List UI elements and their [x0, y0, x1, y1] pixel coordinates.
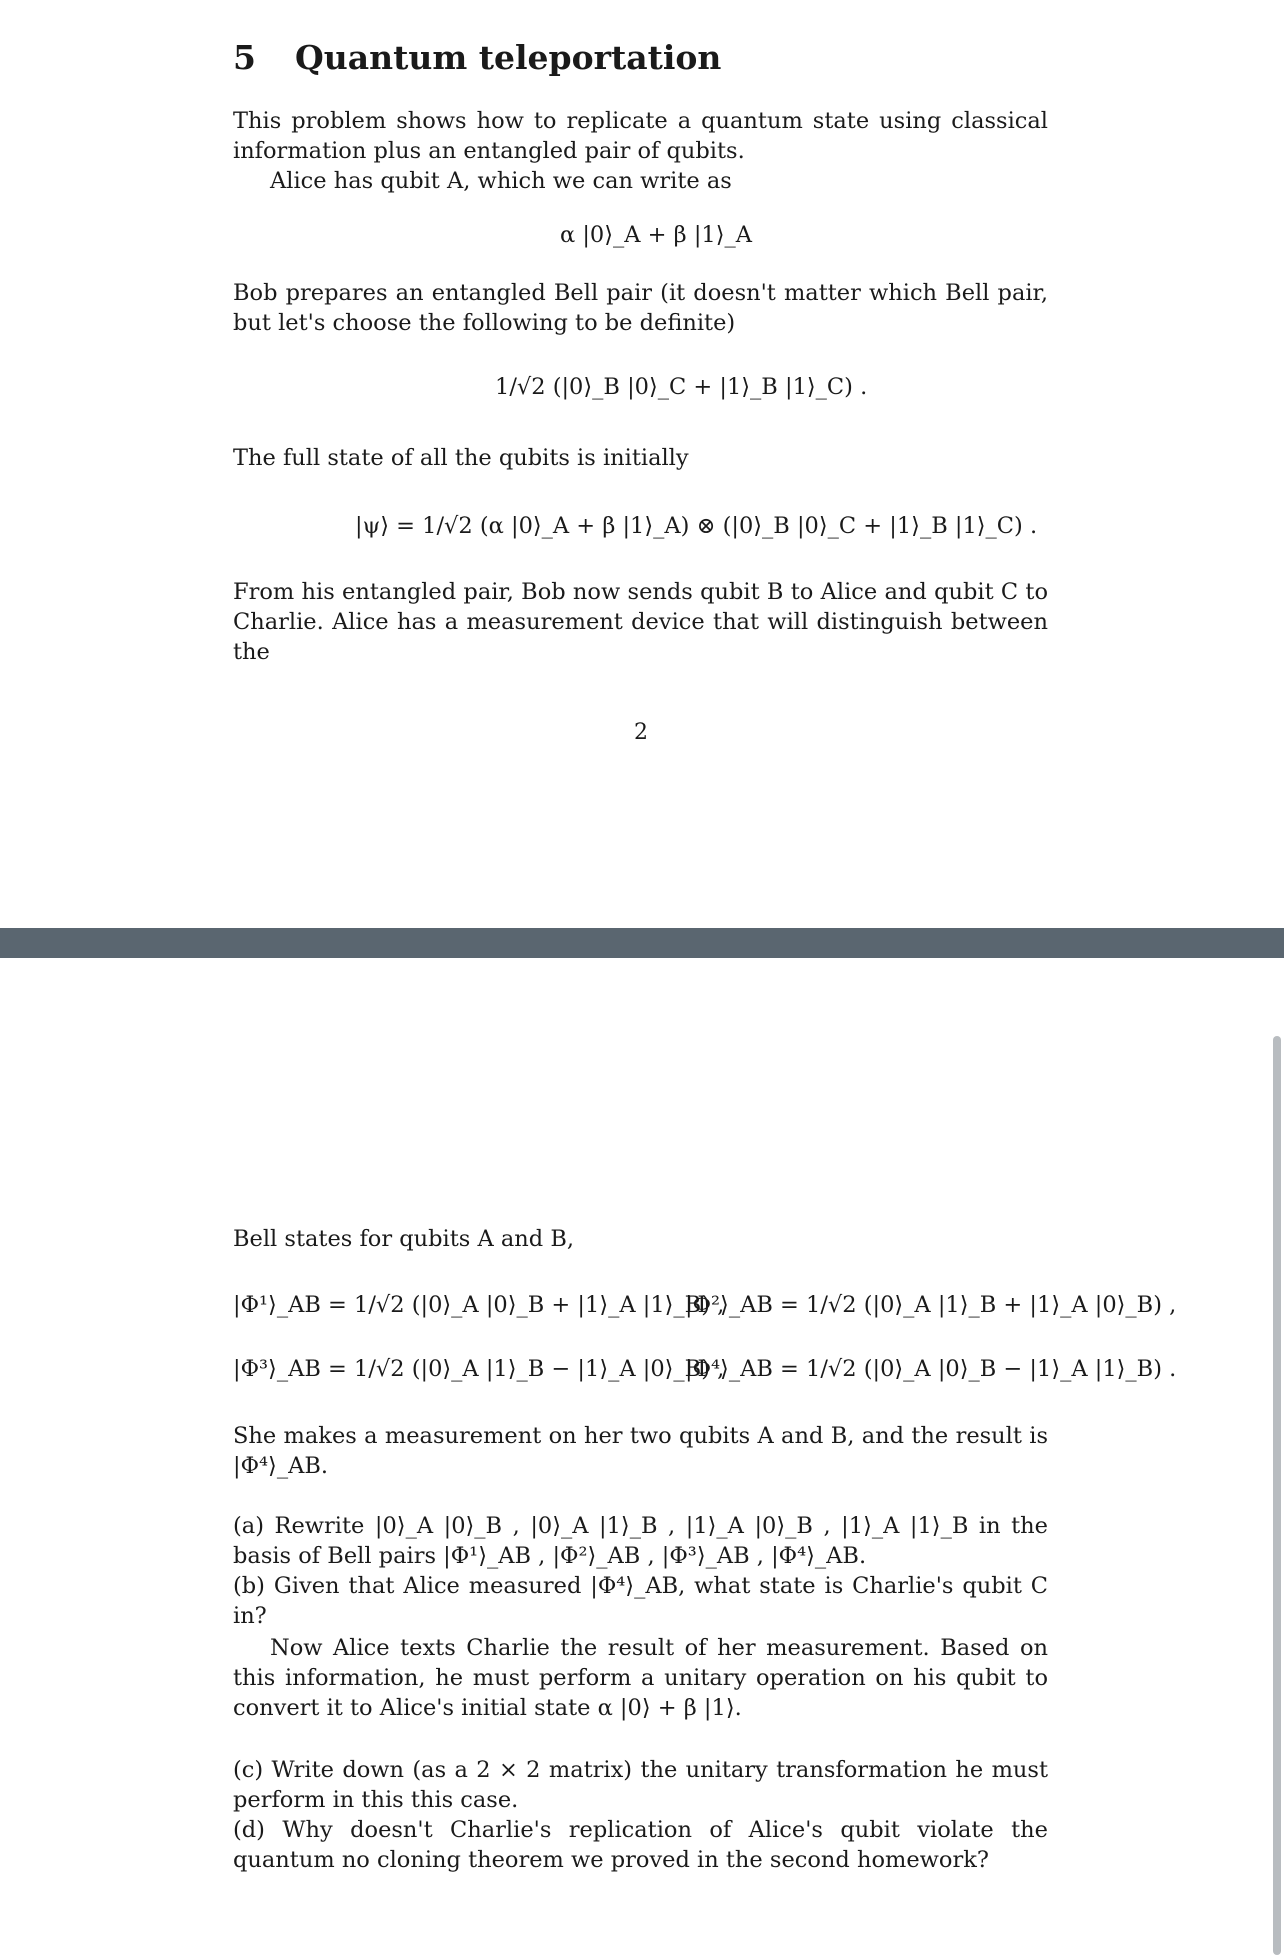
section-heading: [233, 38, 721, 77]
bob-paragraph: Bob prepares an entangled Bell pair (it doesn't matter which Bell pair, but let's choose the following to be definite): [233, 280, 1048, 336]
bell-intro-block: [233, 1224, 1048, 1254]
measurement-paragraph: She makes a measurement on her two qubits A and B, and the result is |Φ⁴⟩_AB.: [233, 1423, 1048, 1479]
text-block: [233, 1633, 1048, 1723]
alice-line: Alice has qubit A, which we can write as: [270, 168, 732, 194]
send-paragraph: From his entangled pair, Bob now sends qubit B to Alice and qubit C to Charlie. Alice has a measurement device that will distinguish between the: [233, 579, 1048, 665]
question-d: (d) Why doesn't Charlie's replication of Alice's qubit violate the quantum no cloning theorem we proved in the second homework?: [233, 1817, 1048, 1873]
question-a: (a) Rewrite |0⟩_A |0⟩_B , |0⟩_A |1⟩_B , |1⟩_A |0⟩_B , |1⟩_A |1⟩_B in the basis of Bell pairs |Φ¹⟩_AB , |Φ²⟩_AB , |Φ³⟩_AB , |Φ⁴⟩_AB.: [233, 1513, 1048, 1569]
document-page-2: [0, 958, 1284, 1955]
bob-block: [233, 278, 1048, 338]
page-number: 2: [634, 720, 648, 745]
full-state-block: [233, 443, 1048, 473]
question-b: (b) Given that Alice measured |Φ⁴⟩_AB, what state is Charlie's qubit C in?: [233, 1573, 1048, 1629]
vertical-scrollbar[interactable]: [1273, 1036, 1281, 1955]
section-number: 5: [233, 38, 256, 77]
bell-intro: Bell states for qubits A and B,: [233, 1226, 575, 1252]
measurement-block: [233, 1421, 1048, 1481]
page-divider: [0, 928, 1284, 958]
equation-phi3: |Φ³⟩_AB = 1/√2 (|0⟩_A |1⟩_B − |1⟩_A |0⟩_B) ,: [233, 1356, 725, 1382]
intro-block: [233, 106, 1048, 196]
send-block: [233, 577, 1048, 667]
question-c: (c) Write down (as a 2 × 2 matrix) the unitary transformation he must perform in this this case.: [233, 1757, 1048, 1813]
charlie-paragraph: Now Alice texts Charlie the result of her measurement. Based on this information, he must perform a unitary operation on his qubit to convert it to Alice's initial state α |0⟩ + β |1⟩.: [233, 1635, 1048, 1721]
document-page-1: [0, 0, 1284, 928]
section-title: Quantum teleportation: [295, 38, 722, 77]
questions-ab-block: [233, 1511, 1048, 1631]
intro-paragraph: This problem shows how to replicate a quantum state using classical information plus an entangled pair of qubits.: [233, 108, 1048, 164]
equation-full-state: |ψ⟩ = 1/√2 (α |0⟩_A + β |1⟩_A) ⊗ (|0⟩_B |0⟩_C + |1⟩_B |1⟩_C) .: [355, 513, 1038, 539]
equation-phi1: |Φ¹⟩_AB = 1/√2 (|0⟩_A |0⟩_B + |1⟩_A |1⟩_B) ,: [233, 1292, 725, 1318]
equation-phi4: |Φ⁴⟩_AB = 1/√2 (|0⟩_A |0⟩_B − |1⟩_A |1⟩_B) .: [685, 1356, 1177, 1382]
questions-cd-block: [233, 1755, 1048, 1875]
full-state-paragraph: The full state of all the qubits is initially: [233, 445, 689, 471]
equation-phi2: |Φ²⟩_AB = 1/√2 (|0⟩_A |1⟩_B + |1⟩_A |0⟩_B) ,: [685, 1292, 1177, 1318]
equation-bell-pair: 1/√2 (|0⟩_B |0⟩_C + |1⟩_B |1⟩_C) .: [495, 374, 868, 400]
equation-alice-state: α |0⟩_A + β |1⟩_A: [560, 222, 753, 248]
